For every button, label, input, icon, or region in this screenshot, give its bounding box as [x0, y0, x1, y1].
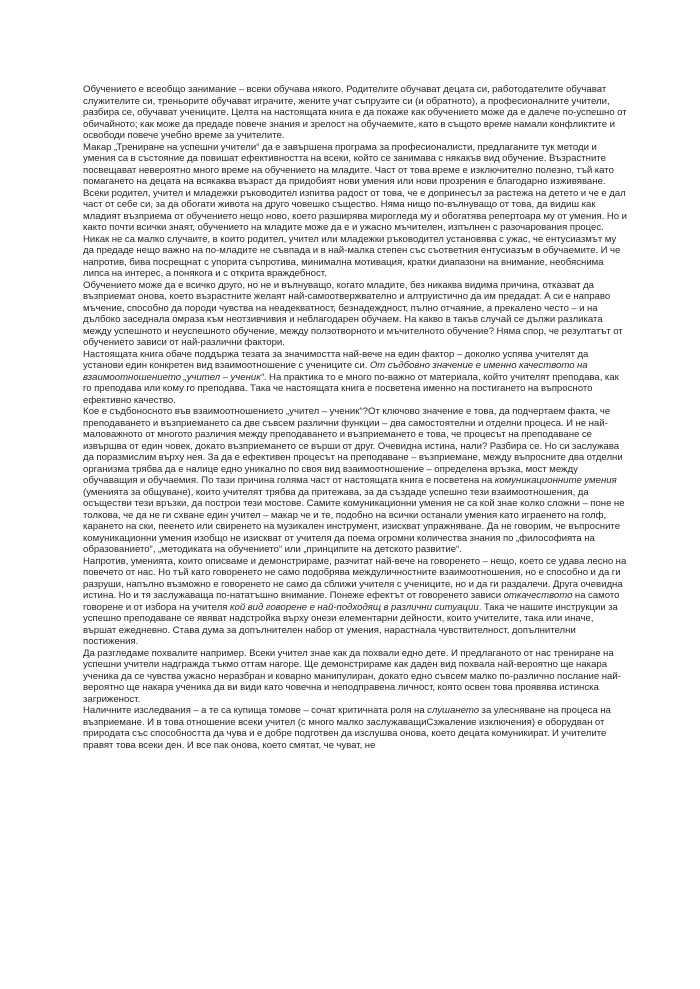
paragraph-text: . Така че нашите инструкции за успешно преподаване се явяват надстройка върху онези елементарни дейности, които учителите, така или иначе, вършат ежедневно. Става дума за допълнителен набор от умения, нарастнала чувствителност, допълнителни постижения.	[83, 601, 618, 647]
paragraph-text: Кое е съдбоносното във взаимоотношението „учител – ученик“?От ключово значение е това, да подчертаем факта, че преподаването и възприемането са две съвсем различни функции – два самостоятелни и отделни процеса. И не най-маловажното от многото различия между преподаването и възприемането е това, че процесът на преподаване се извършва от един човек, докато възприемането се върши от друг. Очевидна истина, нали? Разбира се. Но си заслужава да поразмислим върху нея. За да е ефективен процесът на преподаване – възприемане, между въпросните два отделни организма трябва да е налице едно уникално по своя вид взаимоотношение – определена връзка, мост между обучаващия и обучаемия. По тази причина голяма част от настоящата книга е посветена на	[83, 406, 623, 486]
paragraph-1	[83, 84, 627, 142]
paragraph-text: . На практика то е много по-важно от материала, който учителят преподава, как го преподава или кому го преподава. Така че настоящата книга е посветена именно на постигането на въпросното ефективно качество.	[83, 371, 619, 406]
paragraph-6	[83, 556, 627, 648]
paragraph-text: Напротив, уменията, които описваме и демонстрираме, разчитат най-вече на говоренето – нещо, което се удава лесно на повечето от нас. Но тъй като говоренето не само подобрява междуличностните взаимоотношения, но е способно и да ги разруши, напълно възможно е говоренето не само да сближи учителя с учениците, но и да ги раздалечи. Друга очевидна истина. Но и тя заслужаваща по-нататъшно внимание. Понеже ефектът от говоренето зависи	[83, 555, 627, 601]
paragraph-text: Обучението е всеобщо занимание – всеки обучава някого. Родителите обучават децата си, работодателите обучават служителите си, треньорите обучават играчите, жените учат съпрузите си (и обратното), а професионалните учители, разбира се, обучават учениците. Целта на настоящата книга е да покаже как обучението може да е далече по-успешно от обичайното; как може да предаде повече знания и зрелост на обучаемите, като в същото време намали конфликтите и освободи повече учебно време за учителите.	[83, 84, 627, 141]
paragraph-text: за улесняване на процеса на възприемане. И в това отношение всеки учител (с много малко заслужаващиСзжалениe изключения) е оборудван от природата със способността да чува и е добре подготвен да изслушва онова, което децата комуникират. И учителите правят това всеки ден. И все пак онова, което смятат, че чуват, не	[83, 705, 611, 751]
document-body	[83, 84, 627, 751]
paragraph-3	[83, 280, 627, 349]
paragraph-2	[83, 142, 627, 280]
emphasis-text: От съдбовно значение е именно качеството на взаимоотношението „учител – ученик“	[83, 360, 588, 383]
paragraph-text: на самото говорене и от избора на учителя	[83, 590, 620, 613]
emphasis-text: откачеството	[503, 590, 573, 601]
paragraph-5	[83, 406, 627, 556]
paragraph-text: Обучението може да е всичко друго, но не и вълнуващо, когато младите, без никаква видима причина, отказват да възприемат онова, което възрастните желаят най-самоотвержвателно и алтруистично да им предадат. А си е направо мъчение, способно да породи чувства на неадекватност, безнадеждност, пълно отчаяние, а прекалено често – и на дълбоко заседнала омраза към неотзивчивия и неблагодарен обучаем. На какво в такъв случай се дължи разликата между успешното и неуспешното обучение, между ползотворното и мъчителното обучение? Няма спор, че резултатът от обучението зависи от най-различни фактори.	[83, 279, 623, 348]
emphasis-text: кой вид говорене е най-подходящ в различни ситуации	[229, 601, 479, 613]
paragraph-text: Да разгледаме похвалите например. Всеки учител знае как да похвали едно дете. И предлаганото от нас трениране на успешни учители надгражда тъкмо оттам нагоре. Ще демонстрираме как даден вид похвала най-вероятно ще накара ученика да се чувства ужасно неразбран и коварно манипулиран, докато едно съвсем малко по-различно послание най-вероятно ще накара ученика да ви види като човечна и неподправена личност, която освен това проявява истинска загриженост.	[83, 647, 621, 705]
paragraph-text: Макар „Трениране на успешни учители“ да е завършена програма за професионалисти, предлаганите тук методи и умения са в състояние да повишат ефективността на всеки, който се занимава с някакъв вид обучение. Възрастните посвещават невероятно много време на обучението на младите. Част от това време е изключително полезно, тъй като помагането на децата на всякаква възраст да придобият нови умения или нови прозрения е благодарно изживяване. Всеки родител, учител и младежки ръководител изпитва радост от това, че е допринесъл за растежа на детето и че е дал част от себе си, за да обогати живота на друго човешко същество. Няма нищо по-вълнуващо от това, да видиш как младият възприема от обучението нещо ново, което разширява мирогледа му и обогатява репертоара му от умения. Но и както почти всички знаят, обучението на младите може да е и ужасно мъчителен, изпълнен с разочарования процес. Никак не са малко случаите, в които родител, учител или младежки ръководител установява с ужас, че ентусиазмът му да предаде нещо важно на по-младите не съвпада и в най-малка степен със съответния ентусиазъм в обучаемите. И че напротив, бива посрещнат с упорита съпротива, минимална мотивация, кратки диапазони на внимание, необяснима липса на интерес, а понякога и с открита враждебност.	[83, 141, 627, 279]
paragraph-7	[83, 648, 627, 706]
paragraph-8	[83, 705, 627, 751]
paragraph-4	[83, 349, 627, 407]
paragraph-text: (уменията за общуване), които учителят трябва да притежава, за да създаде успешно тези взаимоотношения, да осъществи тези връзки, да построи тези мостове. Самите комуникационни умения не са кой знае колко сложни – поне не толкова, че да не ги схване един учител – макар че и те, подобно на всички останали умения като играенето на голф, карането на ски, пеенето или свиренето на музикален инструмент, изискват упражняване. Да не говорим, че въпросните комуникационни умения изобщо не изискват от учителя да поема огромни количества знания по „философията на образованието“, „методиката на обучението“ или „принципите на детското развитие“.	[83, 486, 625, 555]
paragraph-text: Наличните изследвания – а те са купища томове – сочат критичната роля на	[83, 705, 428, 716]
paragraph-text: Настоящата книга обаче поддържа тезата за значимостта най-вече на един фактор – доколко успява учителят да установи един конкретен вид взаимоотношение с учениците си.	[83, 348, 589, 371]
emphasis-text: комуникационните умения	[494, 475, 617, 486]
emphasis-text: слушането	[427, 705, 480, 716]
